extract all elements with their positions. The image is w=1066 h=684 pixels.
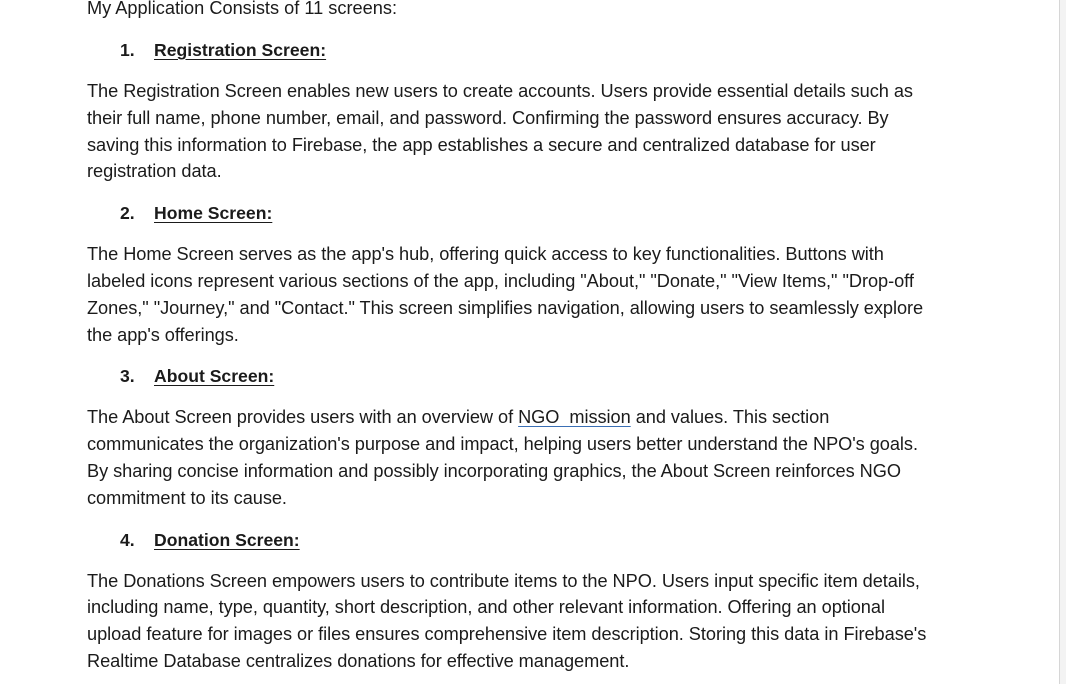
section-heading-donation <box>87 527 937 554</box>
section-number: 1. <box>120 40 135 60</box>
ngo-mission-link[interactable]: NGO mission <box>518 407 631 428</box>
section-title: Donation Screen: <box>154 529 300 550</box>
section-body-about <box>87 404 937 511</box>
section-number: 4. <box>120 529 135 550</box>
about-body-start: The About Screen provides users with an overview of <box>87 407 519 428</box>
section-heading-registration <box>87 37 937 64</box>
section-body-home: The Home Screen serves as the app's hub, offering quick access to key functionalities. Buttons with labeled icons represent various sections of the app, including "About," "Donate," "View Items," "Drop-off Zones," "Journey," and "Contact." This screen simplifies navigation, allowing users to seamlessly explore the app's offerings. <box>87 244 924 345</box>
section-heading-about <box>87 363 937 390</box>
section-title: About Screen: <box>154 366 275 387</box>
section-number: 3. <box>120 366 135 387</box>
intro-text: My Application Consists of 11 screens: <box>87 0 398 18</box>
about-body-end: and values. This section communicates the organization's purpose and impact, helping users better understand the NPO's goals. By sharing concise information and possibly incorporating graphics, the About Screen reinforces NGO commitment to its cause. <box>87 407 918 508</box>
section-title: Registration Screen: <box>154 40 327 60</box>
section-heading-home <box>87 200 937 227</box>
page-edge-scrollbar[interactable] <box>1059 0 1066 684</box>
section-body-registration: The Registration Screen enables new users to create accounts. Users provide essential details such as their full name, phone number, email, and password. Confirming the password ensures accuracy. By saving this information to Firebase, the app establishes a secure and centralized database for user registration data. <box>87 81 913 182</box>
section-body-donation: The Donations Screen empowers users to contribute items to the NPO. Users input specific item details, including name, type, quantity, short description, and other relevant information. Offering an optional upload feature for images or files ensures comprehensive item description. Storing this data in Firebase's Realtime Database centralizes donations for effective management. <box>87 570 927 671</box>
section-number: 2. <box>120 203 135 224</box>
document-content <box>87 0 937 675</box>
section-title: Home Screen: <box>154 203 273 224</box>
